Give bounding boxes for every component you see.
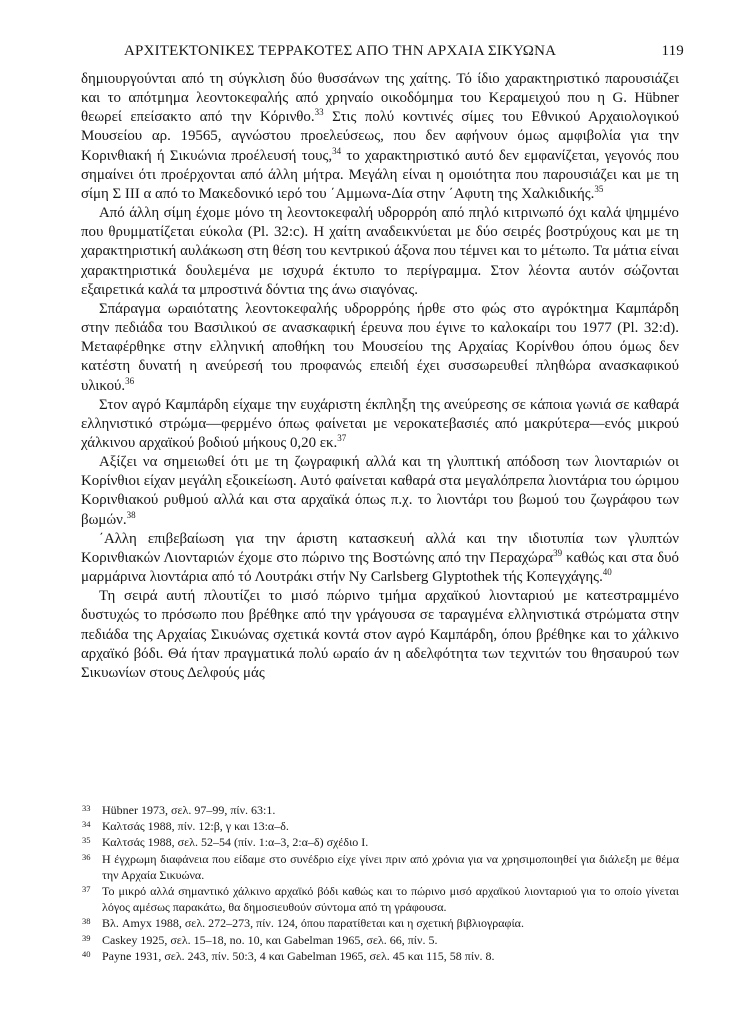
footnote-40: [81, 948, 679, 964]
footnote-number: 39: [82, 932, 91, 943]
text-run: Στον αγρό Καμπάρδη είχαμε την ευχάριστη έκπληξη της ανεύρεσης σε κάποια γωνιά σε καθαρά ελληνιστικό στρώμα—φερμένο όπως φαίνεται με νεροκατεβασιές από μακρύτερα—ενός μικρού χάλκινου αρχαϊκού βοδιού μήκους 0,20 εκ.: [81, 396, 679, 451]
footnote-number: 40: [82, 948, 91, 959]
footnote-34: [81, 818, 679, 834]
footnote-38: [81, 915, 679, 931]
footnote-ref-40[interactable]: 40: [602, 567, 612, 578]
paragraph-6: [81, 530, 679, 587]
footnote-number: 38: [82, 916, 91, 927]
running-title: ΑΡΧΙΤΕΚΤΟΝΙΚΕΣ ΤΕΡΡΑΚΟΤΕΣ ΑΠΟ ΤΗΝ ΑΡΧΑΙΑ ΣΙΚΥΩΝΑ: [124, 43, 557, 59]
footnote-text: Hübner 1973, σελ. 97–99, πίν. 63:1.: [102, 803, 276, 817]
running-header: [124, 43, 684, 63]
text-run: Στις πολύ κοντινές σίμες του Εθνικού Αρχαιολογικού Μουσείου αρ. 19565, αγνώστου προελεύσεως, που δεν αφήνουν όμως αμφιβολία για την Κορινθιακή ή Σικυώνια προέλευσή τους,: [81, 109, 679, 164]
footnote-ref-39[interactable]: 39: [553, 547, 563, 558]
footnote-number: 33: [82, 803, 91, 813]
paragraph-4: [81, 396, 679, 453]
footnote-ref-36[interactable]: 36: [125, 375, 135, 386]
footnote-35: [81, 834, 679, 850]
paragraph-7: [81, 587, 679, 683]
body-text: [81, 70, 679, 683]
footnote-number: 37: [82, 884, 91, 895]
footnote-text: Caskey 1925, σελ. 15–18, no. 10, και Gabelman 1965, σελ. 66, πίν. 5.: [102, 932, 438, 947]
footnote-number: 34: [82, 819, 91, 830]
footnote-number: 35: [82, 835, 91, 846]
text-run: καθώς και στα δυό μαρμάρινα λιοντάρια από τό Λουτράκι στήν Ny Carlsberg Glyptothek τής Κοπεγχάγης.: [81, 549, 679, 586]
text-run: Τη σειρά αυτή πλουτίζει το μισό πώρινο τμήμα αρχαϊκού λιονταριού με κατεστραμμένο δυστυχώς το πρόσωπο που βρέθηκε από την γράγουσα σε ταραγμένα ελληνιστικά στρώματα στην πεδιάδα της Αρχαίας Σικυώνας σχετικά κοντά στον αγρό Καμπάρδη, όπου βρέθηκε και το χάλκινο αρχαϊκό βόδι. Θά ήταν πραγματικά πολύ ωραίο άν η αδελφότητα των τεχνιτών του θησαυρού των Σικυωνίων στους Δελφούς μάς: [81, 588, 679, 681]
paragraph-5: [81, 453, 679, 530]
text-run: Σπάραγμα ωραιότατης λεοντοκεφαλής υδρορρόης ήρθε στο φώς στο αγρόκτημα Καμπάρδη στην πεδιάδα του Βασιλικού σε ανασκαφική έρευνα που έγινε το καλοκαίρι του 1977 (Pl. 32:d). Μεταφέρθηκε στην ελληνική αποθήκη του Μουσείου της Αρχαίας Κορίνθου όπου όμως δεν κατέστη δυνατή η ανεύρεσή του προφανώς επειδή έχει συσσωρευθεί πληθώρα ανασκαφικού υλικού.: [81, 300, 679, 394]
footnote-37: [81, 883, 679, 915]
footnote-ref-37[interactable]: 37: [337, 433, 347, 443]
paragraph-2: [81, 204, 679, 300]
footnote-ref-33[interactable]: 33: [314, 107, 324, 118]
text-run: Αξίζει να σημειωθεί ότι με τη ζωγραφική αλλά και τη γλυπτική απόδοση των λιονταριών οι Κορίνθιοι είχαν μεγάλη εξοικείωση. Αυτό φαίνεται καθαρά στα μεγαλόπρεπα λιοντάρια του ώριμου Κορινθιακού ρυθμού αλλά και στα αρχαϊκά όπως π.χ. το λιοντάρι του βωμού του ζωγράφου των βωμών.: [81, 454, 679, 528]
footnote-36: [81, 851, 679, 883]
footnote-text: Το μικρό αλλά σημαντικό χάλκινο αρχαϊκό βόδι καθώς και το πώρινο μισό αρχαϊκού λιονταριού για το οποίο γίνεται λόγος αμέσως παρακάτω, θα δημοσιευθούν σύντομα από τη γράφουσα.: [102, 884, 679, 915]
footnote-ref-34[interactable]: 34: [332, 145, 342, 156]
paragraph-3: [81, 300, 679, 396]
paragraph-1: [81, 70, 679, 204]
footnote-ref-38[interactable]: 38: [126, 509, 136, 520]
page-number: 119: [661, 43, 684, 59]
text-run: Από άλλη σίμη έχομε μόνο τη λεοντοκεφαλή υδρορρόη από πηλό κιτρινωπό όχι καλά ψημμένο που θρυμματίζεται εύκολα (Pl. 32:c). Η χαίτη αναδεικνύεται με δύο σειρές βοστρύχους και με τη χαρακτηριστική αυλάκωση στη θέση του κεντρικού άξονα που τέμνει και το μέτωπο. Τα μάτια είναι χαρακτηριστικά δουλεμένα με ισχυρά έκτυπο το περίγραμμα. Στον λέοντα αυτόν σώζονται εξαιρετικά καλά τα μπροστινά δόντια της άνω σιαγόνας.: [81, 205, 679, 298]
text-run: το χαρακτηριστικό αυτό δεν εμφανίζεται, γεγονός που σημαίνει ότι προέρχονται από άλλη μήτρα. Μεγάλη είναι η ομοιότητα που παρουσιάζει και με τη σίμη Σ III α από το Μακεδονικό ιερό του ΄Αμμωνα-Δία στην ΄Αφυτη της Χαλκιδικής.: [81, 147, 679, 202]
footnote-text: Καλτσάς 1988, πίν. 12:β, γ και 13:α–δ.: [102, 819, 289, 834]
footnote-ref-35[interactable]: 35: [594, 183, 604, 194]
text-run: ΄Αλλη επιβεβαίωση για την άριστη κατασκευή αλλά και την ιδιοτυπία των γλυπτών Κορινθιακών Λιονταριών έχομε στο πώρινο της Βοστώνης από την Περαχώρα: [81, 530, 679, 566]
footnote-text: Βλ. Amyx 1988, σελ. 272–273, πίν. 124, όπου παρατίθεται και η σχετική βιβλιογραφία.: [102, 916, 524, 931]
footnote-text: Η έγχρωμη διαφάνεια που είδαμε στο συνέδριο είχε γίνει πριν από χρόνια για να χρησιμοποιηθεί για διάλεξη με θέμα την Αρχαία Σικυώνα.: [102, 851, 679, 882]
text-run: δημιουργούνται από τη σύγκλιση δύο θυσσάνων της χαίτης. Τό ίδιο χαρακτηριστικό παρουσιάζει και το απότμημα λεοντοκεφαλής από χρηναίο οικοδόμημα του Κεραμειχού που η G. Hübner θεωρεί επείσακτο από την Κόρινθο.: [81, 71, 679, 126]
footnote-text: Payne 1931, σελ. 243, πίν. 50:3, 4 και Gabelman 1965, σελ. 45 και 115, 58 πίν. 8.: [102, 948, 495, 963]
footnote-number: 36: [82, 851, 91, 862]
footnotes: [81, 802, 679, 964]
footnote-text: Καλτσάς 1988, σελ. 52–54 (πίν. 1:α–3, 2:α–δ) σχέδιο I.: [102, 835, 369, 850]
footnote-33: [81, 802, 679, 818]
footnote-39: [81, 932, 679, 948]
